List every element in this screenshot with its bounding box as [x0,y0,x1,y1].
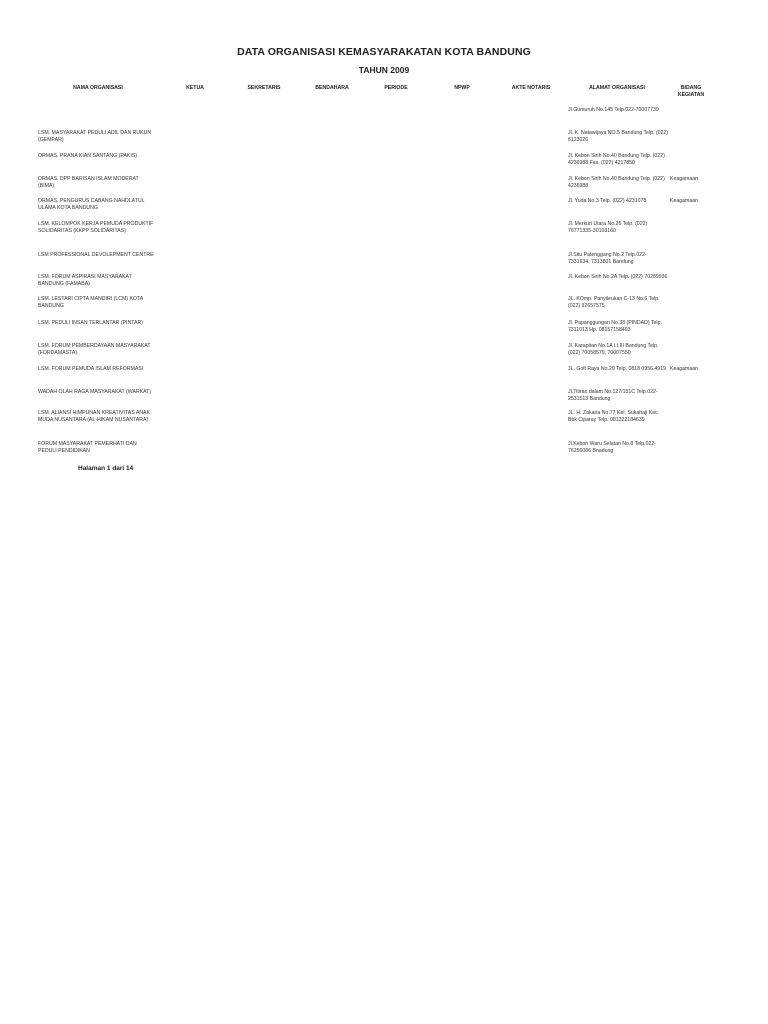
header-nama-organisasi: NAMA ORGANISASI [73,85,123,91]
cell-alamat: Jl.Situ Patenggang No.2 Telp.022-7331634, 7313801 Bandung [568,252,647,266]
cell-nama-organisasi: LSM. FORUM PEMUDA ISLAM REFORMASI [38,366,144,372]
cell-nama-organisasi: ORMAS. DPP BARISAN ISLAM MODERAT (BIMA) [38,176,139,190]
cell-bidang: Keagamaan [670,176,698,182]
cell-bidang: Keagamaan [670,198,698,204]
header-npwp: NPWP [454,85,470,91]
cell-nama-organisasi: LSM. FORUM PEMBERDAYAAN MASYARAKAT (FORDAMASTA) [38,343,151,357]
header-akte-notaris: AKTE NOTARIS [511,85,551,91]
cell-alamat: Jl. Papanggungan No.38 (PINDAD) Telp. 7311013 Hp. 08157158493 [568,320,662,334]
cell-nama-organisasi: ORMAS. PRANA KIAN SANTANG (PAKIS) [38,153,137,159]
cell-nama-organisasi: ORMAS. PENGURUS CABANG NAHDLATUL ULAMA KOTA BANDUNG [38,198,145,212]
cell-nama-organisasi: LSM. FORUM ASPIRASI MASYARAKAT BANDUNG (FAMABA) [38,274,132,288]
cell-alamat: Jl. Merkuri Utara No.26 Telp. (022) 76771335-30103160 [568,221,648,235]
cell-alamat: Jl. K. Natawijaya NO.5 Bandung Telp. (022) 6123026 [568,130,668,144]
document-subtitle: TAHUN 2009 [358,65,410,75]
cell-alamat: Jl. Karapitan No.1A Lt.III Bandung Telp. (022) 70058579, 70007550 [568,343,659,357]
cell-alamat: Jl. Yuda No.3 Telp. (022) 4231078 [568,198,647,204]
cell-alamat: JL. Golf Raya No.29 Telp. 0818 0956.4919 [568,366,666,372]
cell-nama-organisasi: LSM. MASYARAKAT PEDULI ADIL DAN RUKUN (GEMPAR) [38,130,152,144]
cell-alamat: JL. KOmp. Panyileukan C-13 No.6 Telp. (022) 92657575 [568,296,660,310]
cell-alamat: Jl.Titiran dalam No.127/151C Telp.022-2531513 Bandung [568,389,658,403]
cell-alamat: Jl. Kebon Sirih No.40 Bandung Telp. (022) 4236988 Fax. (022) 4217850 [568,153,665,167]
header-periode: PERIODE [384,85,408,91]
cell-nama-organisasi: LSM. ALIANSI HIMPUNAN KREATIVITAS ANAK MUDA NUSANTARA (AL-HIKAM NUSANTARA) [38,410,150,424]
cell-nama-organisasi: FORUM MASYARAKAT PEMERHATI DAN PEDULI PENDIDIKAN [38,441,137,455]
cell-alamat: Jl. Kebon Sirih No.40 Bandung Telp. (022) 4236988 [568,176,665,190]
page-footer: Halaman 1 dari 14 [78,465,134,472]
cell-alamat: Jl.Kebon Waru Selatan No.8 Telp.022-76256086 Bnadung [568,441,656,455]
document-title: DATA ORGANISASI KEMASYARAKATAN KOTA BANDUNG [237,46,531,58]
cell-nama-organisasi: LSM. LESTARI CIPTA MANDIRI (LCM) KOTA BANDUNG [38,296,143,310]
cell-alamat: Jl. Kebon Sirih No.2A Telp. (022) 70289936 [568,274,668,280]
header-alamat-organisasi: ALAMAT ORGANISASI [589,85,645,91]
header-bidang-kegiatan: BIDANG KEGIATAN [677,85,705,98]
header-sekretaris: SEKRETARIS [247,85,281,91]
cell-nama-organisasi: LSM. KELOMPOK KERJA PEMUDA PRODUKTIF SOLIDARITAS (KKPP SOLIDARITAS) [38,221,154,235]
cell-nama-organisasi: WADAH OLAH RAGA MASYARAKAT (WARKAT) [38,389,152,395]
cell-nama-organisasi: LSM PROFESSIONAL DEVOLEPMENT CENTRE [38,252,154,258]
cell-bidang: Keagamaan [670,366,698,372]
cell-alamat: JL. H. Zakaria No.77 Kel. Sukahaji Kec. Bbk Ciparay Telp. 081322184639 [568,410,660,424]
cell-nama-organisasi: LSM. PEDULI INSAN TERLANTAR (PINTAR) [38,320,143,326]
header-bendahara: BENDAHARA [315,85,349,91]
cell-alamat: Jl.Gumuruh No.145 Telp.022-70007739 [568,107,659,113]
header-ketua: KETUA [186,85,204,91]
